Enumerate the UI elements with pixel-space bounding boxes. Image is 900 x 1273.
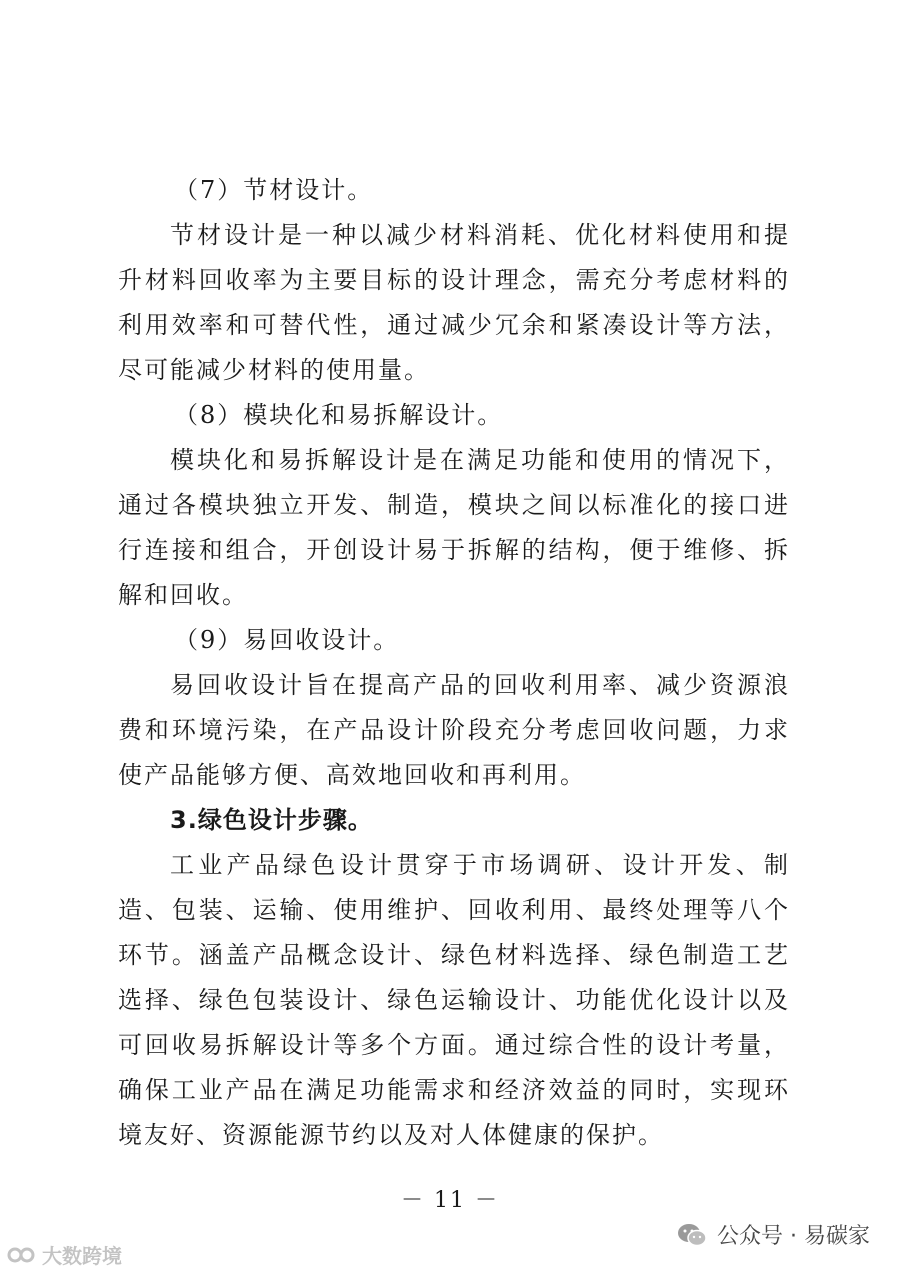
wechat-icon: [677, 1222, 707, 1248]
subheading-modular-design: （8）模块化和易拆解设计。: [174, 401, 504, 429]
paragraph-material-saving: 节材设计是一种以减少材料消耗、优化材料使用和提升材料回收率为主要目标的设计理念，需充分考虑材料的利用效率和可替代性，通过减少冗余和紧凑设计等方法，尽可能减少材料的使用量。: [118, 221, 790, 384]
subheading-material-saving: （7）节材设计。: [174, 176, 374, 204]
section-heading-green-design-steps: 3.绿色设计步骤。: [170, 806, 373, 834]
watermark-left-text: 大数跨境: [42, 1244, 122, 1268]
page-number: － 11 －: [401, 1188, 499, 1213]
paragraph-green-design-steps: 工业产品绿色设计贯穿于市场调研、设计开发、制造、包装、运输、使用维护、回收利用、最终处理等八个环节。涵盖产品概念设计、绿色材料选择、绿色制造工艺选择、绿色包装设计、绿色运输设计、功能优化设计以及可回收易拆解设计等多个方面。通过综合性的设计考量，确保工业产品在满足功能需求和经济效益的同时，实现环境友好、资源能源节约以及对人体健康的保护。: [118, 851, 790, 1149]
link-logo-icon: [6, 1246, 36, 1264]
page-content: [118, 168, 790, 1158]
subheading-recycling-design: （9）易回收设计。: [174, 626, 400, 654]
watermark-left: [6, 1240, 122, 1269]
paragraph-recycling-design: 易回收设计旨在提高产品的回收利用率、减少资源浪费和环境污染，在产品设计阶段充分考虑回收问题，力求使产品能够方便、高效地回收和再利用。: [118, 671, 790, 789]
watermark-right: [677, 1219, 870, 1250]
watermark-right-text: 公众号 · 易碳家: [717, 1224, 870, 1249]
paragraph-modular-design: 模块化和易拆解设计是在满足功能和使用的情况下，通过各模块独立开发、制造，模块之间以标准化的接口进行连接和组合，开创设计易于拆解的结构，便于维修、拆解和回收。: [118, 446, 790, 609]
